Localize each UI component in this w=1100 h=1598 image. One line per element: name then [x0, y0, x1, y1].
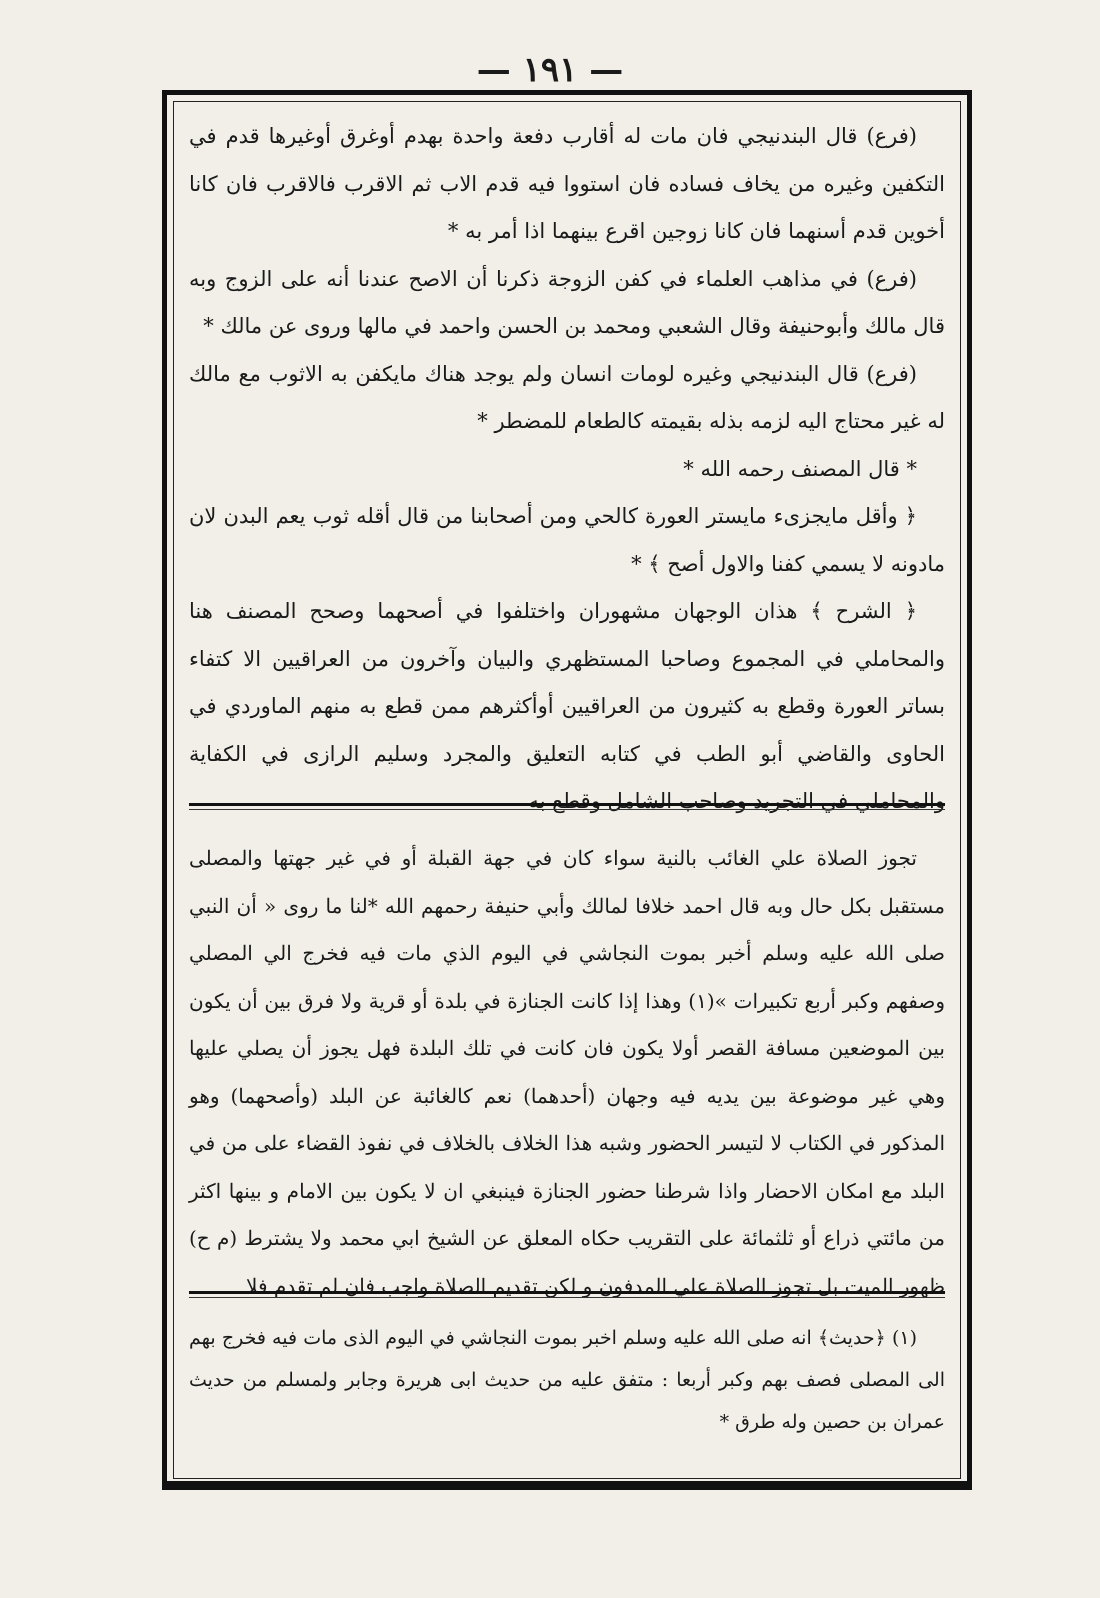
commentary-paragraph: تجوز الصلاة علي الغائب بالنية سواء كان في جهة القبلة أو في غير جهتها والمصلى مستقبل بكل حال وبه قال احمد خلافا لمالك وأبي حنيفة رحمهم الله *لنا ما روى « أن النبي صلى الله عليه وسلم أخبر بموت النجاشي في اليوم الذي مات فيه فخرج الي المصلي وصفهم وكبر أربع تكبيرات »(١) وهذا إذا كانت الجنازة في بلدة أو قرية ولا فرق بين أن يكون بين الموضعين مسافة القصر أولا يكون فان كانت في تلك البلدة فهل يجوز أن يصلي عليها وهي غير موضوعة بين يديه فيه وجهان (أحدهما) نعم كالغائبة عن البلد (وأصحهما) وهو المذكور في الكتاب لا لتيسر الحضور وشبه هذا الخلاف بالخلاف في نفوذ القضاء على من في البلد مع امكان الاحضار واذا شرطنا حضور الجنازة فينبغي ان لا يكون بين الامام و بينها اكثر من مائتي ذراع أو ثلثمائة على التقريب حكاه المعلق عن الشيخ ابي محمد ولا يشترط (م ح) ظهور الميت بل تجوز الصلاة علي المدفون و لكن تقديم الصلاة واجب فان لم تقدم فلا: [189, 846, 945, 1298]
paragraph-far-2: (فرع) في مذاهب العلماء في كفن الزوجة ذكرنا أن الاصح عندنا أنه على الزوج وبه قال مالك وأبوحنيفة وقال الشعبي ومحمد بن الحسن واحمد في مالها وروى عن مالك *: [189, 266, 945, 338]
paragraph-far-1: (فرع) قال البندنيجي فان مات له أقارب دفعة واحدة بهدم أوغرق أوغيرها قدم في التكفين وغيره من يخاف فساده فان استووا فيه قدم الاب ثم الاقرب فالاقرب فان كانا أخوين قدم أسنهما فان كانا زوجين اقرع بينهما اذا أمر به *: [189, 124, 945, 243]
paragraph-far-3: (فرع) قال البندنيجي وغيره لومات انسان ولم يوجد هناك مايكفن به الاثوب مع مالك له غير محتاج اليه لزمه بذله بقيمته كالطعام للمضطر *: [189, 361, 945, 433]
author-heading: * قال المصنف رحمه الله *: [683, 456, 917, 481]
page-number: — ١٩١ —: [476, 50, 624, 90]
sharh-paragraph: ﴿ الشرح ﴾ هذان الوجهان مشهوران واختلفوا في أصحهما وصحح المصنف هنا والمحاملي في المجموع وصاحبا المستظهري والبيان وآخرون من العراقيين الا كتفاء بساتر العورة وقطع به كثيرون من العراقيين أوأكثرهم ممن قطع به منهم الماوردي في الحاوى والقاضي أبو الطب في كتابه التعليق والمجرد وسليم الرازى في الكفاية والمحاملي في التجريد وصاحب الشامل وقطع به: [189, 599, 945, 813]
section-divider-bottom: [189, 1291, 945, 1294]
matn-paragraph: ﴿ وأقل مايجزىء مايستر العورة كالحي ومن أصحابنا من قال أقله ثوب يعم البدن لان مادونه لا يسمي كفنا والاول أصح ﴾ *: [189, 504, 945, 576]
footnote-section: [189, 1317, 945, 1443]
section-divider-bottom-thin: [189, 1297, 945, 1298]
page-frame: [162, 90, 972, 1490]
frame-bottom-bar: [167, 1481, 967, 1485]
main-text-section: [189, 113, 945, 826]
section-divider-top: [189, 803, 945, 806]
section-divider-top-thin: [189, 809, 945, 810]
footnote-paragraph: (١) ﴿حديث﴾ انه صلى الله عليه وسلم اخبر بموت النجاشي في اليوم الذى مات فيه فخرج بهم الى المصلى فصف بهم وكبر أربعا : متفق عليه من حديث ابى هريرة وجابر ولمسلم من حديث عمران بن حصين وله طرق *: [189, 1327, 945, 1433]
commentary-section: [189, 835, 945, 1310]
